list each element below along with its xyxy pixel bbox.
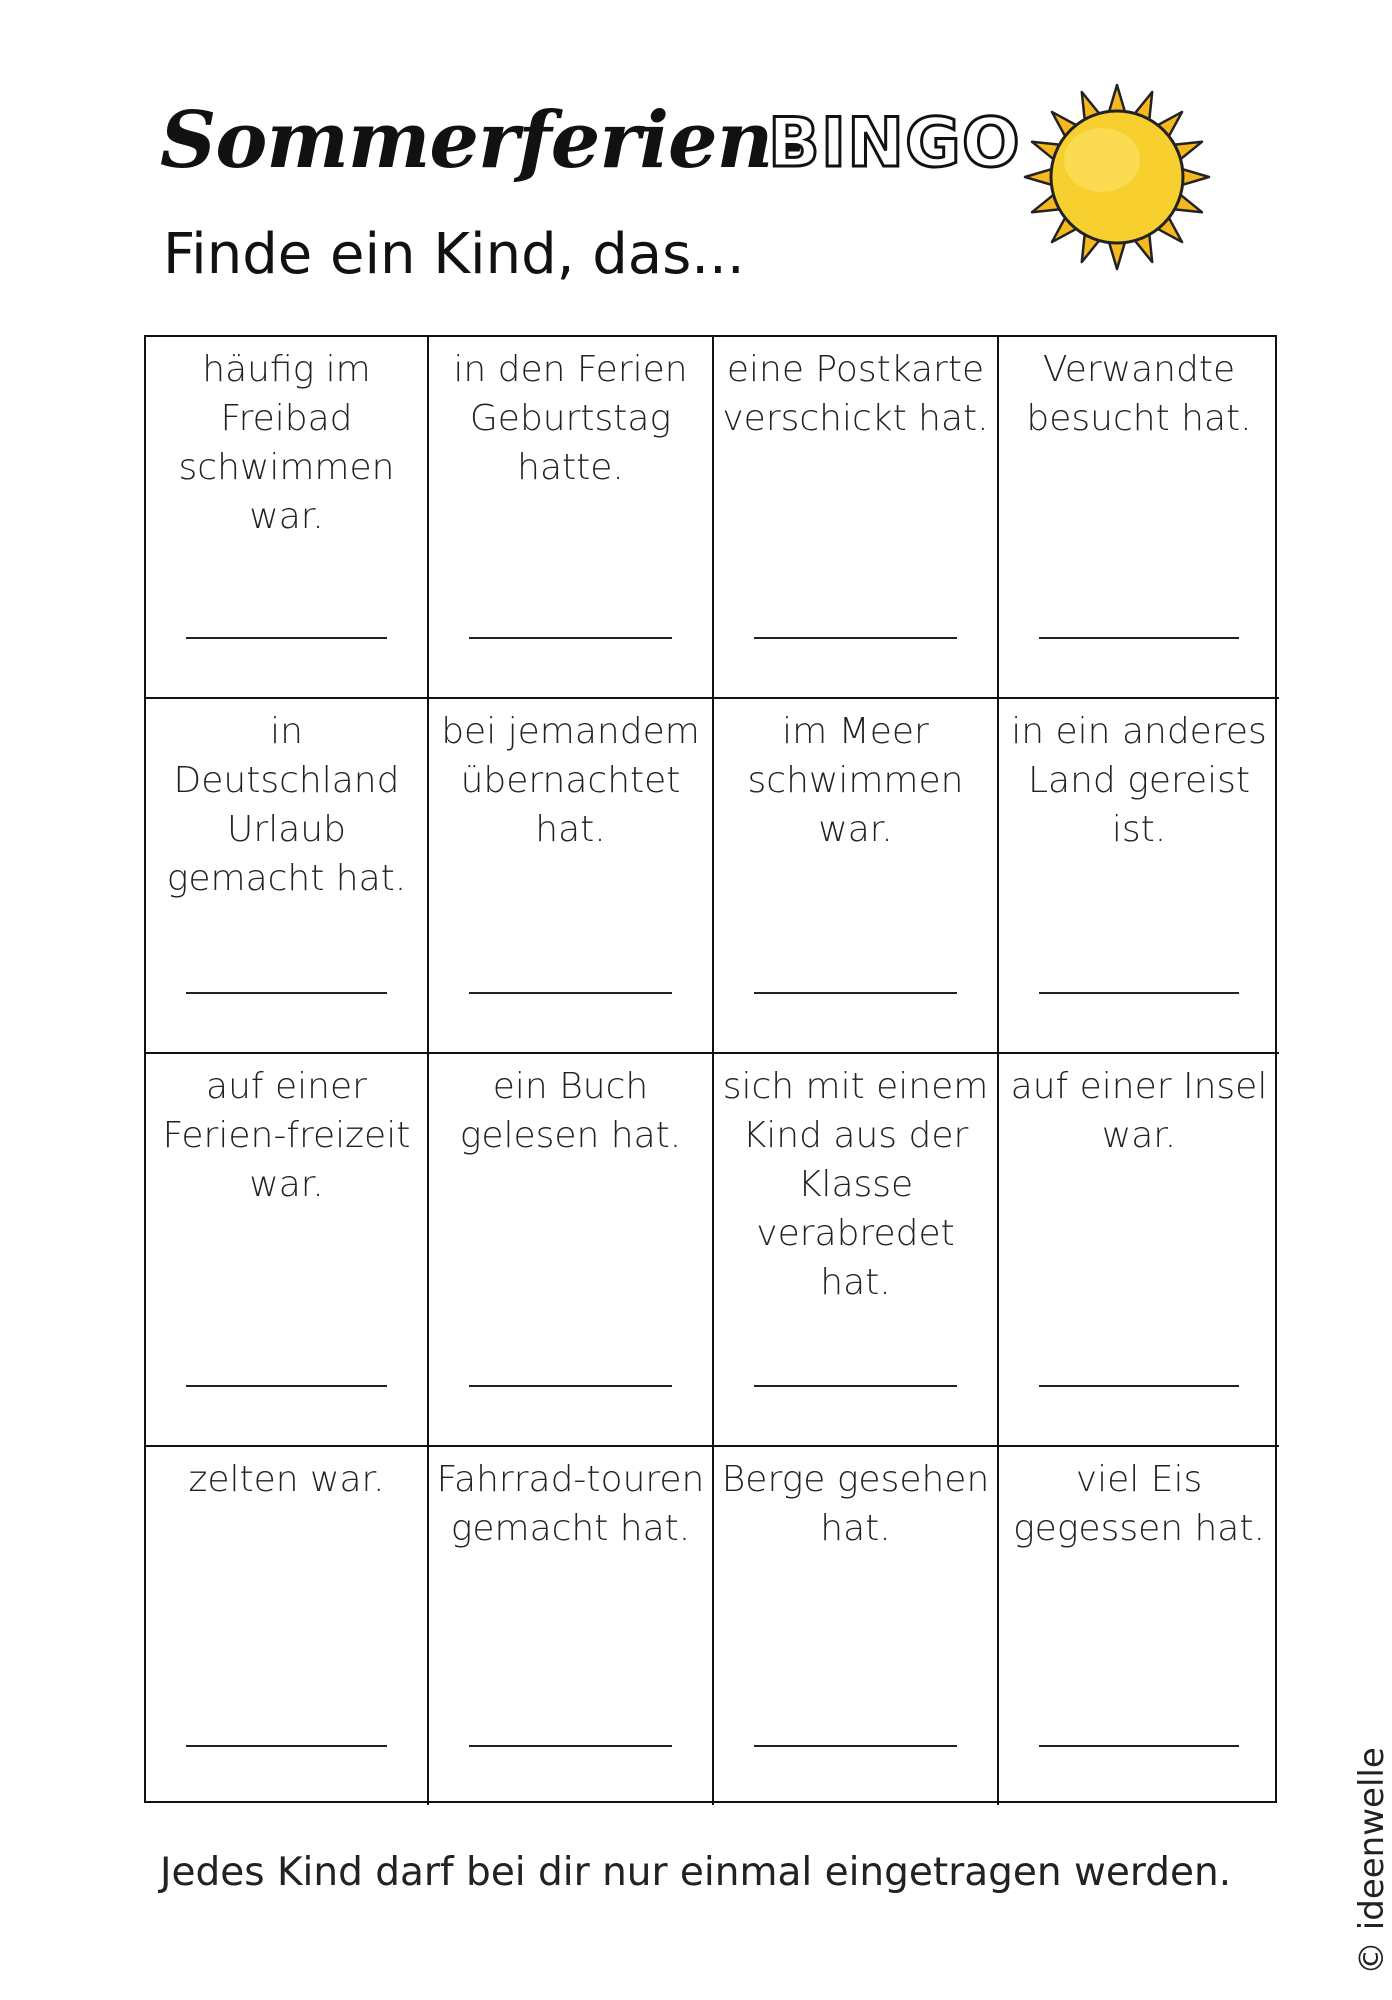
- cell-text: Berge gesehen hat.: [721, 1459, 990, 1549]
- signature-line[interactable]: [1039, 637, 1239, 639]
- cell-text: in den Ferien Geburtstag hatte.: [453, 349, 688, 488]
- bingo-cell[interactable]: [429, 1054, 714, 1447]
- signature-line[interactable]: [186, 1745, 387, 1747]
- title-sommerferien: Sommerferien-: [160, 95, 804, 186]
- cell-text: zelten war.: [188, 1459, 385, 1500]
- bingo-cell[interactable]: [429, 337, 714, 699]
- cell-text: eine Postkarte verschickt hat.: [722, 349, 989, 439]
- bingo-cell[interactable]: [146, 337, 429, 699]
- cell-text: in Deutschland Urlaub gemacht hat.: [166, 711, 407, 899]
- signature-line[interactable]: [1039, 1745, 1239, 1747]
- signature-line[interactable]: [1039, 1385, 1239, 1387]
- signature-line[interactable]: [186, 992, 387, 994]
- bingo-cell[interactable]: [714, 1054, 999, 1447]
- cell-text: in ein anderes Land gereist ist.: [1011, 711, 1267, 850]
- subtitle: Finde ein Kind, das...: [163, 222, 745, 287]
- cell-text: ein Buch gelesen hat.: [459, 1066, 682, 1156]
- signature-line[interactable]: [469, 637, 672, 639]
- bingo-cell[interactable]: [714, 337, 999, 699]
- bingo-grid: [144, 335, 1277, 1803]
- bingo-cell[interactable]: [714, 1447, 999, 1805]
- cell-text: im Meer schwimmen war.: [747, 711, 964, 850]
- bingo-cell[interactable]: [714, 699, 999, 1054]
- title-bingo: BINGO: [768, 104, 1021, 183]
- bingo-cell[interactable]: [429, 699, 714, 1054]
- cell-text: bei jemandem übernachtet hat.: [441, 711, 700, 850]
- copyright: © ideenwelle: [1352, 1747, 1392, 1975]
- bingo-cell[interactable]: [429, 1447, 714, 1805]
- signature-line[interactable]: [754, 1385, 957, 1387]
- footer-note: Jedes Kind darf bei dir nur einmal eingetragen werden.: [160, 1850, 1232, 1895]
- signature-line[interactable]: [469, 992, 672, 994]
- cell-text: viel Eis gegessen hat.: [1013, 1459, 1265, 1549]
- bingo-cell[interactable]: [146, 1447, 429, 1805]
- signature-line[interactable]: [1039, 992, 1239, 994]
- signature-line[interactable]: [754, 637, 957, 639]
- signature-line[interactable]: [754, 1745, 957, 1747]
- bingo-cell[interactable]: [999, 1447, 1279, 1805]
- cell-text: sich mit einem Kind aus der Klasse verabredet hat.: [722, 1066, 989, 1303]
- signature-line[interactable]: [186, 1385, 387, 1387]
- bingo-cell[interactable]: [999, 1054, 1279, 1447]
- bingo-cell[interactable]: [999, 699, 1279, 1054]
- signature-line[interactable]: [754, 992, 957, 994]
- cell-text: Fahrrad-touren gemacht hat.: [436, 1459, 705, 1549]
- bingo-cell[interactable]: [999, 337, 1279, 699]
- sun-icon: [1022, 82, 1212, 272]
- cell-text: häufig im Freibad schwimmen war.: [178, 349, 395, 537]
- signature-line[interactable]: [469, 1745, 672, 1747]
- bingo-cell[interactable]: [146, 699, 429, 1054]
- bingo-cell[interactable]: [146, 1054, 429, 1447]
- cell-text: auf einer Ferien-freizeit war.: [162, 1066, 411, 1205]
- cell-text: auf einer Insel war.: [1010, 1066, 1268, 1156]
- signature-line[interactable]: [469, 1385, 672, 1387]
- signature-line[interactable]: [186, 637, 387, 639]
- cell-text: Verwandte besucht hat.: [1026, 349, 1252, 439]
